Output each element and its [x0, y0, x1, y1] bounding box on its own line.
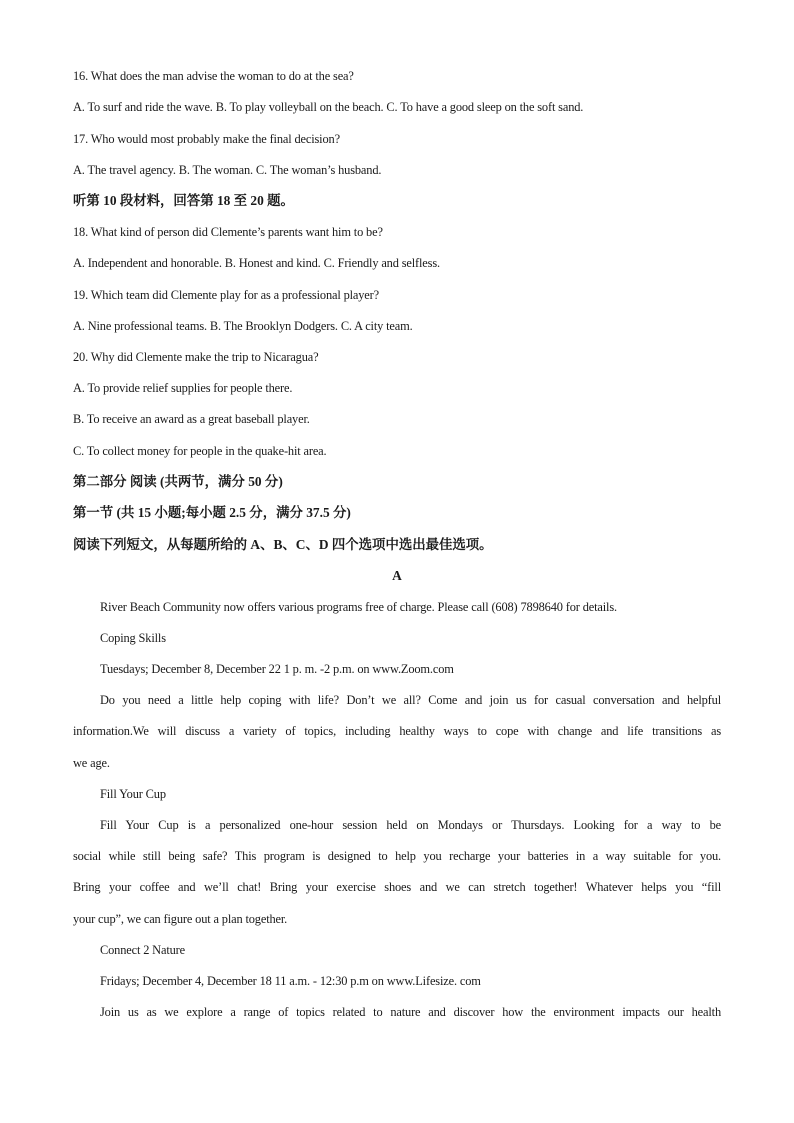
question-17: 17. Who would most probably make the final decision? — [73, 132, 340, 146]
question-20-option-c: C. To collect money for people in the quake-hit area. — [73, 444, 327, 458]
fill-your-cup-text-line: social while still being safe? This program is designed to help you recharge your batteries in a way suitable for you. — [73, 849, 721, 863]
coping-skills-text-line: Do you need a little help coping with life? Don’t we all? Come and join us for casual conversation and helpful — [100, 693, 721, 707]
question-16-options: A. To surf and ride the wave. B. To play volleyball on the beach. C. To have a good sleep on the soft sand. — [73, 100, 584, 114]
question-18: 18. What kind of person did Clemente’s parents want him to be? — [73, 225, 383, 239]
coping-skills-text-line: we age. — [73, 756, 110, 770]
connect-2-nature-text-line: Join us as we explore a range of topics related to nature and discover how the environment impacts our health — [100, 1005, 721, 1019]
part-two-heading: 第二部分 阅读 (共两节，满分 50 分) — [73, 474, 283, 489]
fill-your-cup-title: Fill Your Cup — [100, 787, 166, 801]
question-20: 20. Why did Clemente make the trip to Nicaragua? — [73, 350, 319, 364]
question-18-options: A. Independent and honorable. B. Honest and kind. C. Friendly and selfless. — [73, 256, 440, 270]
coping-skills-title: Coping Skills — [100, 631, 166, 645]
section-one-heading: 第一节 (共 15 小题;每小题 2.5 分，满分 37.5 分) — [73, 505, 351, 520]
question-19: 19. Which team did Clemente play for as a professional player? — [73, 288, 379, 302]
passage-intro: River Beach Community now offers various programs free of charge. Please call (608) 7898640 for details. — [100, 600, 617, 614]
fill-your-cup-text-line: your cup”, we can figure out a plan together. — [73, 912, 288, 926]
fill-your-cup-text-line: Bring your coffee and we’ll chat! Bring your exercise shoes and we can stretch together! Whatever helps you “fill — [73, 880, 721, 894]
question-17-options: A. The travel agency. B. The woman. C. The woman’s husband. — [73, 163, 382, 177]
question-19-options: A. Nine professional teams. B. The Brooklyn Dodgers. C. A city team. — [73, 319, 413, 333]
coping-skills-text-line: information.We will discuss a variety of topics, including healthy ways to cope with change and life transitions as — [73, 724, 721, 738]
question-20-option-a: A. To provide relief supplies for people there. — [73, 381, 293, 395]
fill-your-cup-text-line: Fill Your Cup is a personalized one-hour session held on Mondays or Thursdays. Looking for a way to be — [100, 818, 721, 832]
connect-2-nature-title: Connect 2 Nature — [100, 943, 185, 957]
passage-letter: A — [392, 568, 402, 583]
question-20-option-b: B. To receive an award as a great baseball player. — [73, 412, 310, 426]
connect-2-nature-schedule: Fridays; December 4, December 18 11 a.m. - 12:30 p.m on www.Lifesize. com — [100, 974, 481, 988]
section-10-heading: 听第 10 段材料，回答第 18 至 20 题。 — [73, 193, 294, 208]
question-16: 16. What does the man advise the woman to do at the sea? — [73, 69, 354, 83]
reading-instruction: 阅读下列短文，从每题所给的 A、B、C、D 四个选项中选出最佳选项。 — [73, 537, 493, 552]
coping-skills-schedule: Tuesdays; December 8, December 22 1 p. m. -2 p.m. on www.Zoom.com — [100, 662, 454, 676]
